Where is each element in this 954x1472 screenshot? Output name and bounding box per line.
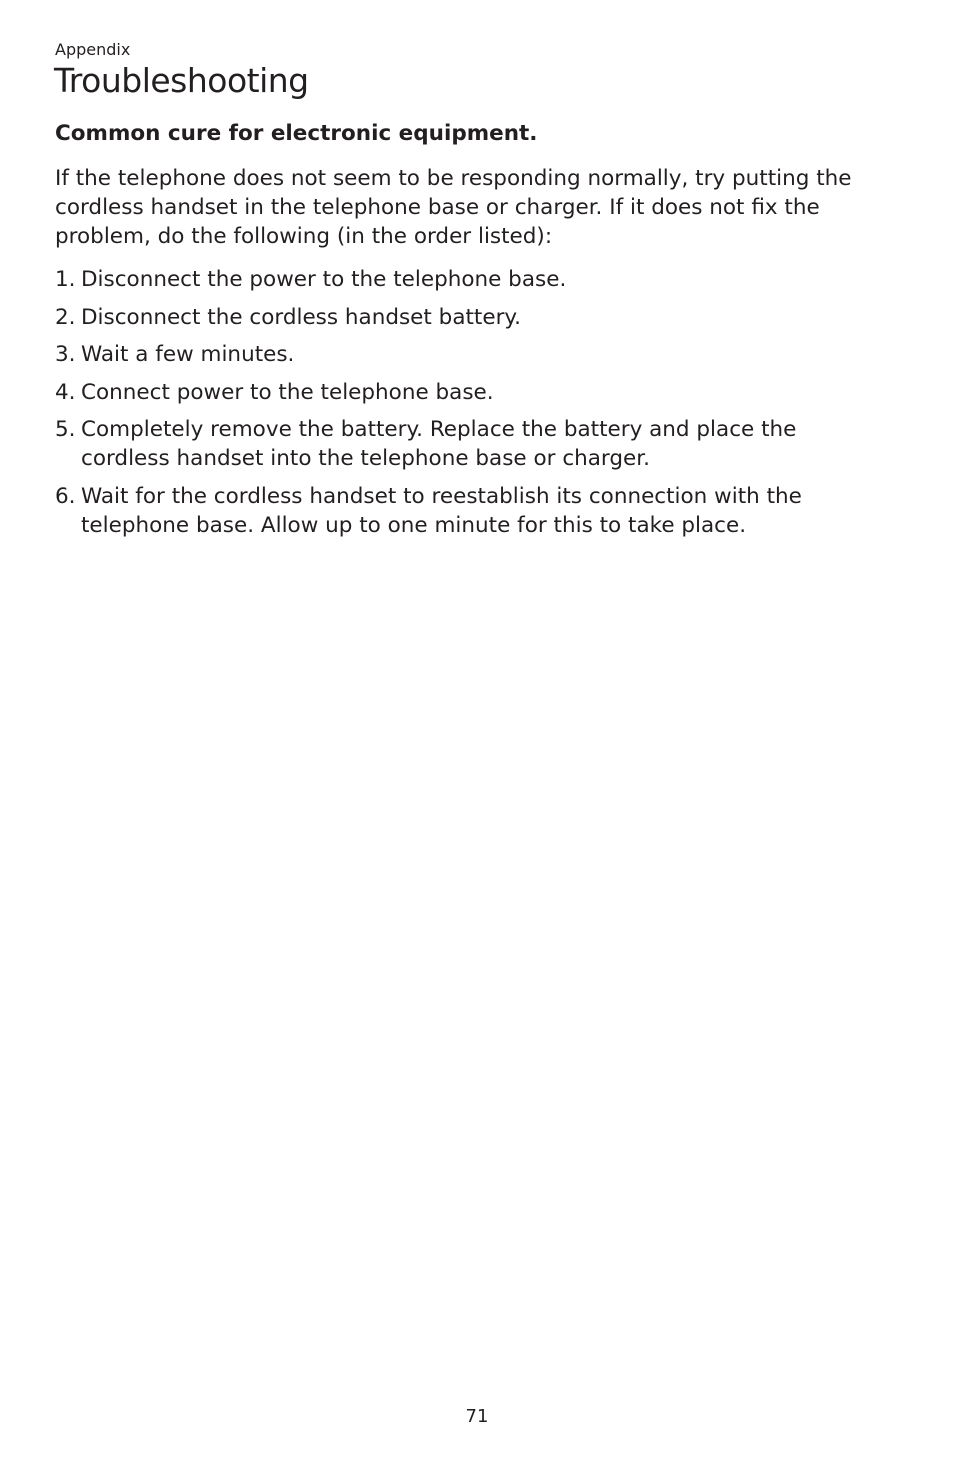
- step-number: 6.: [55, 483, 76, 509]
- section-label: Appendix: [55, 40, 131, 59]
- list-item: [55, 265, 885, 294]
- intro-paragraph: If the telephone does not seem to be responding normally, try putting the cordless handset in the telephone base or charger. If it does not fix the problem, do the following (in the order listed):: [55, 166, 852, 249]
- step-number: 5.: [55, 417, 76, 442]
- step-text: Wait for the cordless handset to reestablish its connection with the telephone base. Allow up to one minute for this to take place.: [81, 483, 802, 538]
- page-title: Troubleshooting: [54, 61, 309, 100]
- step-number: 4.: [55, 379, 76, 405]
- list-item: [55, 303, 885, 332]
- step-text: Wait a few minutes.: [81, 342, 295, 367]
- step-number: 2.: [55, 304, 76, 330]
- subheading: Common cure for electronic equipment.: [55, 121, 538, 146]
- list-item: [55, 482, 885, 540]
- step-text: Disconnect the power to the telephone base.: [81, 267, 567, 292]
- list-item: [55, 378, 885, 407]
- steps-list: [55, 265, 885, 540]
- list-item: [55, 415, 885, 473]
- page-content: [55, 118, 885, 548]
- step-text: Connect power to the telephone base.: [81, 379, 494, 405]
- page-number: 71: [465, 1406, 489, 1427]
- step-number: 3.: [55, 342, 76, 367]
- step-text: Disconnect the cordless handset battery.: [81, 304, 521, 330]
- step-number: 1.: [55, 267, 76, 292]
- list-item: [55, 340, 885, 369]
- step-text: Completely remove the battery. Replace the battery and place the cordless handset into the telephone base or charger.: [81, 417, 797, 471]
